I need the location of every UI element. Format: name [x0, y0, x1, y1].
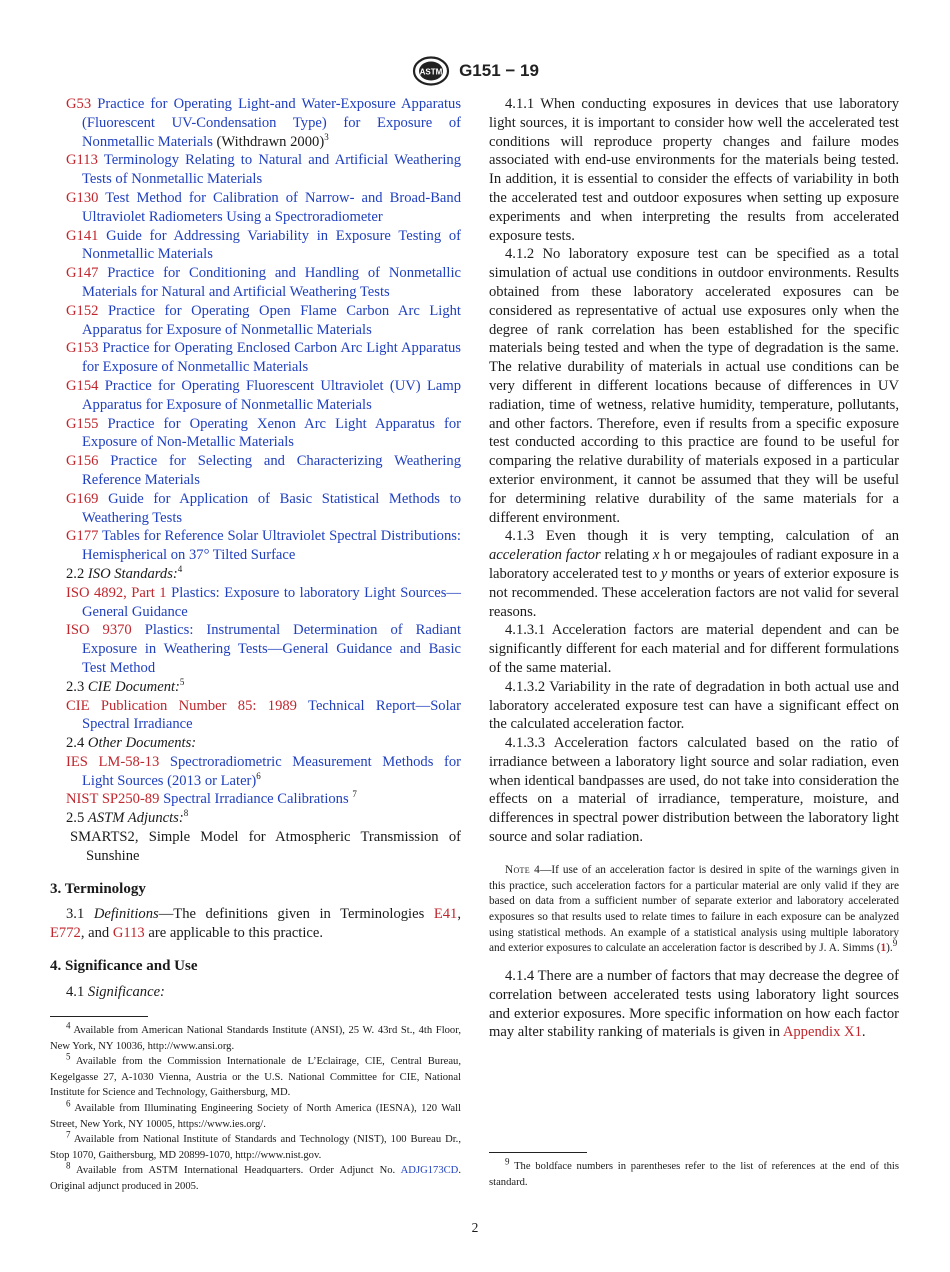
reference-code[interactable]: G169 — [66, 490, 99, 507]
reference-item — [66, 151, 461, 189]
reference-title[interactable]: Plastics: Exposure to laboratory Light Sources—General Guidance — [82, 584, 461, 620]
significance-subheading: 4.1 Significance: — [66, 983, 165, 1000]
paragraph-4-1-4: 4.1.4 There are a number of factors that may decrease the degree of correlation between accelerated tests using laboratory light sources and exterior exposures. More specific information on how each factor may alter stability ranking of materials is given in Appendix X1. — [489, 968, 899, 1041]
reference-link-1[interactable]: 1 — [880, 942, 887, 955]
footnote-divider — [50, 1016, 148, 1017]
reference-code[interactable]: G153 — [66, 340, 99, 357]
link-g113[interactable]: G113 — [112, 925, 145, 942]
paragraph-4-1-3-1: 4.1.3.1 Acceleration factors are material dependent and can be significantly different for each material and for different formulations of the same material. — [489, 622, 899, 676]
reference-item — [66, 697, 461, 735]
footnote-divider — [489, 1152, 587, 1153]
link-e772[interactable]: E772 — [50, 925, 81, 942]
reference-item: G53 Practice for Operating Light-and Water-Exposure Apparatus (Fluorescent UV-Condensation Type) for Exposure of Nonmetallic Materials (Withdrawn 2000)$^3$ — [66, 96, 461, 150]
reference-item — [66, 302, 461, 340]
subsection-heading-adjuncts: 2.5 ASTM Adjuncts:$^8$ — [66, 808, 189, 827]
section-heading-terminology: 3. Terminology — [50, 880, 146, 897]
reference-title[interactable]: Spectroradiometric Measurement Methods for Light Sources (2013 or Later) — [82, 753, 461, 789]
page-header — [0, 56, 950, 86]
reference-code[interactable]: G113 — [66, 152, 98, 169]
footnotes-left — [50, 1016, 461, 1195]
reference-title[interactable]: Practice for Operating Light-and Water-Exposure Apparatus (Fluorescent UV-Condensation Type) for Exposure of Nonmetallic Materials — [82, 96, 461, 150]
reference-item — [66, 227, 461, 265]
footnotes-right — [489, 1152, 899, 1190]
reference-title[interactable]: Test Method for Calibration of Narrow- and Broad-Band Ultraviolet Radiometers Using a Spectroradiometer — [82, 189, 461, 225]
reference-title[interactable]: Tables for Reference Solar Ultraviolet Spectral Distributions: Hemispherical on 37° Tilted Surface — [82, 528, 461, 564]
reference-code[interactable]: G154 — [66, 377, 99, 394]
paragraph-4-1-2: 4.1.2 No laboratory exposure test can be specified as a total simulation of actual use conditions in outdoor environments. Results obtained from these laboratory accelerated exposures can be considered as representative of actual use exposures only when the degree of rank correlation has been established for the specific materials being tested and when the type of degradation is the same. The relative durability of materials in actual use conditions can be very different in different locations because of differences in UV radiation, time of wetness, relative humidity, temperature, pollutants, and other factors. Therefore, even if results from a specific exposure test conducted according to this practice are found to be useful for comparing the relative durability of materials exposed in a particular exterior environment, it cannot be assumed that they will be useful for determining relative durability of the same materials for a different environment. — [489, 246, 899, 526]
footnote: $^5$ Available from the Commission Internationale de L’Eclairage, CIE, Central Bureau, Kegelgasse 27, A-1030 Vienna, Austria or the U.S. National Committee for CIE, National Institute for Science and Technology, Gaithersburg, MD. — [50, 1051, 461, 1099]
left-column — [50, 95, 462, 1002]
reference-item — [66, 490, 461, 528]
reference-title[interactable]: Practice for Operating Fluorescent Ultraviolet (UV) Lamp Apparatus for Exposure of Nonmetallic Materials — [82, 377, 461, 413]
reference-code[interactable]: ISO 9370 — [66, 622, 132, 639]
note-4: Note 4—If use of an acceleration factor is desired in spite of the warnings given in this practice, such acceleration factors for a particular material are only valid if they are based on data from a sufficient number of separate exterior and laboratory accelerated exposures so that results used to relate times to failure in each exposure can be analyzed using statistical methods. An example of a statistical analysis using multiple laboratory and exterior exposures to calculate an acceleration factor is described by J. A. Simms (1).$^9$ — [489, 863, 899, 955]
reference-code[interactable]: G141 — [66, 227, 99, 244]
reference-item — [66, 621, 461, 677]
footnote: $^9$ The boldface numbers in parentheses refer to the list of references at the end of this standard. — [489, 1156, 899, 1188]
reference-code[interactable]: IES LM-58-13 — [66, 753, 160, 770]
astm-logo-icon — [411, 56, 451, 86]
reference-item — [66, 377, 461, 415]
subsection-heading-cie: 2.3 CIE Document:$^5$ — [66, 676, 185, 695]
reference-code[interactable]: G155 — [66, 415, 99, 432]
reference-title[interactable]: Plastics: Instrumental Determination of Radiant Exposure in Weathering Tests—General Guidance and Basic Test Method — [82, 622, 462, 676]
reference-title[interactable]: Practice for Selecting and Characterizing Weathering Reference Materials — [82, 453, 461, 488]
terminology-definitions: 3.1 Definitions—The definitions given in Terminologies E41, E772, and G113 are applicable to this practice. — [50, 906, 461, 942]
footnote: $^8$ Available from ASTM International Headquarters. Order Adjunct No. ADJG173CD. Original adjunct produced in 2005. — [50, 1160, 461, 1192]
subsection-heading-iso: 2.2 ISO Standards:$^4$ — [66, 564, 183, 582]
reference-item — [66, 189, 461, 227]
standard-designation: G151 − 19 — [459, 61, 539, 80]
reference-title[interactable]: Practice for Conditioning and Handling of Nonmetallic Materials for Natural and Artificial Weathering Tests — [82, 265, 462, 300]
reference-code[interactable]: G147 — [66, 265, 99, 282]
svg-text:ASTM: ASTM — [419, 67, 443, 77]
reference-code[interactable]: G130 — [66, 189, 99, 206]
reference-item — [66, 415, 461, 453]
reference-item — [66, 527, 461, 565]
reference-title[interactable]: Practice for Operating Open Flame Carbon Arc Light Apparatus for Exposure of Nonmetallic Materials — [82, 302, 461, 338]
reference-item: IES LM-58-13 Spectroradiometric Measurement Methods for Light Sources (2013 or Later)$^6$ — [66, 753, 461, 789]
section-heading-significance: 4. Significance and Use — [50, 958, 198, 975]
reference-title[interactable]: Guide for Application of Basic Statistical Methods to Weathering Tests — [82, 490, 461, 526]
reference-item — [66, 264, 461, 302]
right-column — [489, 95, 899, 1042]
reference-item: NIST SP250-89 Spectral Irradiance Calibrations $^7$ — [66, 789, 357, 808]
reference-title[interactable]: Spectral Irradiance Calibrations — [163, 791, 349, 808]
reference-code[interactable]: G53 — [66, 96, 92, 112]
reference-title[interactable]: Practice for Operating Enclosed Carbon Arc Light Apparatus for Exposure of Nonmetallic Materials — [82, 340, 461, 376]
reference-code[interactable]: CIE Publication Number 85: 1989 — [66, 697, 297, 714]
subsection-heading-other: 2.4 Other Documents: — [66, 735, 197, 752]
page-number: 2 — [471, 1220, 479, 1235]
adjunct-item: SMARTS2, Simple Model for Atmospheric Transmission of Sunshine — [70, 829, 461, 864]
paragraph-4-1-3-2: 4.1.3.2 Variability in the rate of degradation in both actual use and laboratory accelerated exposure test can have a significant effect on the calculated acceleration factor. — [489, 678, 899, 733]
link-adjunct[interactable]: ADJG173CD — [400, 1165, 459, 1177]
footnote: $^6$ Available from Illuminating Engineering Society of North America (IESNA), 120 Wall Street, New York, NY 10005, https://www.ies.org/. — [50, 1098, 461, 1130]
link-e41[interactable]: E41 — [433, 906, 458, 923]
reference-code[interactable]: G152 — [66, 302, 99, 319]
paragraph-4-1-1: 4.1.1 When conducting exposures in devices that use laboratory light sources, it is important to consider how well the accelerated test conditions will reproduce property changes and failure modes associated with end-use environments for the materials being tested. In addition, it is essential to consider the effects of variability in both the accelerated test and outdoor exposures when setting up exposure experiments and when interpreting the results from accelerated exposure tests. — [489, 96, 899, 244]
reference-code[interactable]: G177 — [66, 528, 99, 545]
reference-item — [66, 584, 461, 622]
reference-code[interactable]: NIST SP250-89 — [66, 791, 160, 808]
reference-title[interactable]: Technical Report—Solar Spectral Irradiance — [82, 697, 462, 733]
paragraph-4-1-3: 4.1.3 Even though it is very tempting, calculation of an acceleration factor relating x h or megajoules of radiant exposure in a laboratory accelerated test to y months or years of exterior exposure is not recommended. These acceleration factors are not valid for several reasons. — [489, 528, 899, 620]
reference-title[interactable]: Guide for Addressing Variability in Exposure Testing of Nonmetallic Materials — [82, 227, 461, 263]
footnote: $^7$ Available from National Institute of Standards and Technology (NIST), 100 Bureau Dr., Stop 1070, Gaithersburg, MD 20899-1070, http://www.nist.gov. — [50, 1129, 461, 1161]
reference-code[interactable]: ISO 4892, Part 1 — [66, 584, 167, 601]
reference-title[interactable]: Terminology Relating to Natural and Artificial Weathering Tests of Nonmetallic Materials — [82, 152, 461, 188]
reference-item — [66, 339, 461, 377]
reference-title[interactable]: Practice for Operating Xenon Arc Light Apparatus for Exposure of Non-Metallic Materials — [82, 415, 461, 451]
reference-item — [66, 452, 461, 490]
footnote: $^4$ Available from American National Standards Institute (ANSI), 25 W. 43rd St., 4th Floor, New York, NY 10036, http://www.ansi.org. — [50, 1020, 461, 1052]
link-appendix-x1[interactable]: Appendix X1 — [782, 1024, 862, 1041]
reference-code[interactable]: G156 — [66, 453, 99, 470]
paragraph-4-1-3-3: 4.1.3.3 Acceleration factors calculated based on the ratio of irradiance between a laboratory light source and solar radiation, even when identical bandpasses are used, do not take into consideration the effects on a material of irradiance, temperature, moisture, and differences in spectral power distribution between the laboratory light source and solar radiation. — [489, 735, 899, 846]
